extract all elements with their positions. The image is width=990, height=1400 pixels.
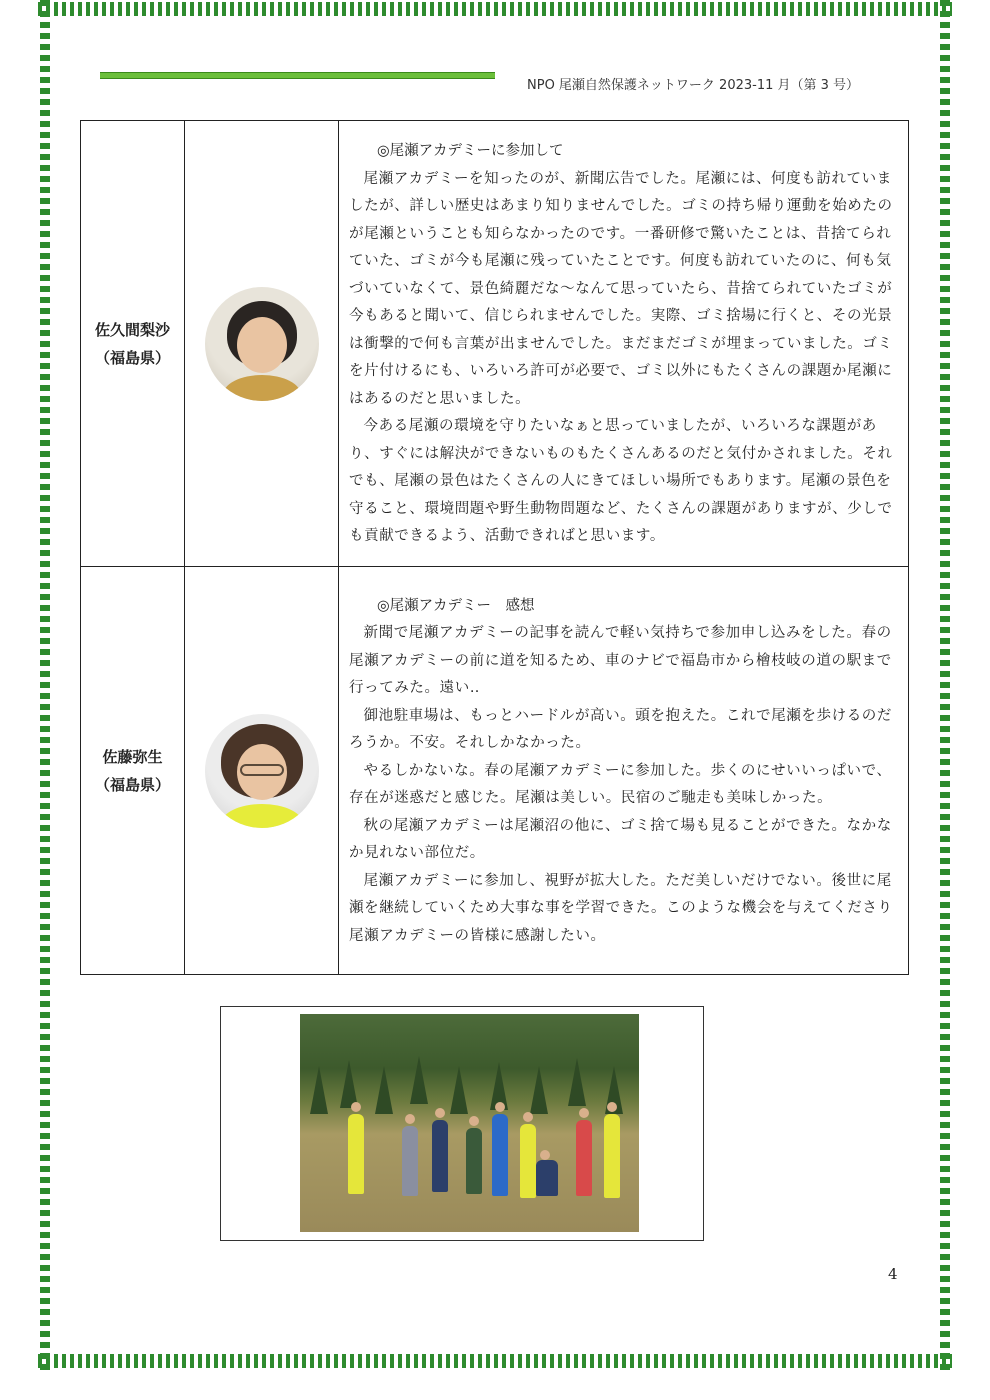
- essay-paragraph: 御池駐車場は、もっとハードルが高い。頭を抱えた。これで尾瀬を歩けるのだろうか。不安。それしかなかった。: [349, 707, 892, 752]
- author-photo-cell: [185, 567, 339, 975]
- author-name: 佐藤弥生: [102, 747, 163, 766]
- essay-cell: [339, 567, 909, 975]
- decorative-border-top: [38, 2, 952, 16]
- decorative-border-left: [40, 0, 50, 1370]
- essay-cell: [339, 121, 909, 567]
- group-photo: [300, 1014, 639, 1232]
- decorative-border-bottom: [38, 1354, 952, 1368]
- essay-paragraph: 尾瀬アカデミーを知ったのが、新聞広告でした。尾瀬には、何度も訪れていましたが、詳しい歴史はあまり知りませんでした。ゴミの持ち帰り運動を始めたのが尾瀬ということも知らなかったのです。一番研修で驚いたことは、昔捨てられていた、ゴミが今も尾瀬に残っていたことです。何度も訪れていたのに、何も気づいていなくて、景色綺麗だな～なんて思っていたら、昔捨てられていたゴミが今もあると聞いて、信じられませんでした。実際、ゴミ捨場に行くと、その光景は衝撃的で何も言葉が出ませんでした。まだまだゴミが埋まっていました。ゴミを片付けるにも、いろいろ許可が必要で、ゴミ以外にもたくさんの課題か尾瀬にはあるのだと思いました。: [349, 170, 893, 407]
- author-prefecture: （福島県）: [94, 775, 170, 794]
- group-photo-frame: [220, 1006, 704, 1241]
- essay-title: ◎尾瀬アカデミーに参加して: [377, 143, 564, 160]
- author-photo-cell: [185, 121, 339, 567]
- author-photo: [205, 714, 319, 828]
- testimonial-row: [81, 567, 909, 975]
- essay-paragraph: 尾瀬アカデミーに参加し、視野が拡大した。ただ美しいだけでない。後世に尾瀬を継続していくため大事な事を学習できた。このような機会を与えてくださり尾瀬アカデミーの皆様に感謝したい。: [349, 872, 893, 944]
- header-accent-bar: [100, 72, 495, 79]
- testimonials-table: [80, 120, 909, 975]
- essay-title: ◎尾瀬アカデミー 感想: [377, 597, 535, 614]
- author-prefecture: （福島県）: [94, 348, 170, 367]
- essay-paragraph: 秋の尾瀬アカデミーは尾瀬沼の他に、ゴミ捨て場も見ることができた。なかなか見れない部位だ。: [349, 817, 892, 862]
- essay-paragraph: 今ある尾瀬の環境を守りたいなぁと思っていましたが、いろいろな課題があり、すぐには解決ができないものもたくさんあるのだと気付かされました。それでも、尾瀬の景色はたくさんの人にきてほしい場所でもあります。尾瀬の景色を守ること、環境問題や野生動物問題など、たくさんの課題がありますが、少しでも貢献できるよう、活動できればと思います。: [349, 418, 893, 545]
- author-photo: [205, 287, 319, 401]
- newsletter-header: NPO 尾瀬自然保護ネットワーク 2023-11 月（第 3 号）: [527, 78, 860, 93]
- essay-paragraph: やるしかないな。春の尾瀬アカデミーに参加した。歩くのにせいいっぱいで、存在が迷惑だと感じた。尾瀬は美しい。民宿のご馳走も美味しかった。: [349, 762, 892, 807]
- author-name: 佐久間梨沙: [94, 320, 170, 339]
- decorative-border-right: [940, 0, 950, 1370]
- author-name-cell: [81, 567, 185, 975]
- testimonial-row: [81, 121, 909, 567]
- author-name-cell: [81, 121, 185, 567]
- page-number: 4: [888, 1265, 898, 1283]
- essay-paragraph: 新聞で尾瀬アカデミーの記事を読んで軽い気持ちで参加申し込みをした。春の尾瀬アカデミーの前に道を知るため、車のナビで福島市から檜枝岐の道の駅まで行ってみた。遠い‥: [349, 625, 892, 697]
